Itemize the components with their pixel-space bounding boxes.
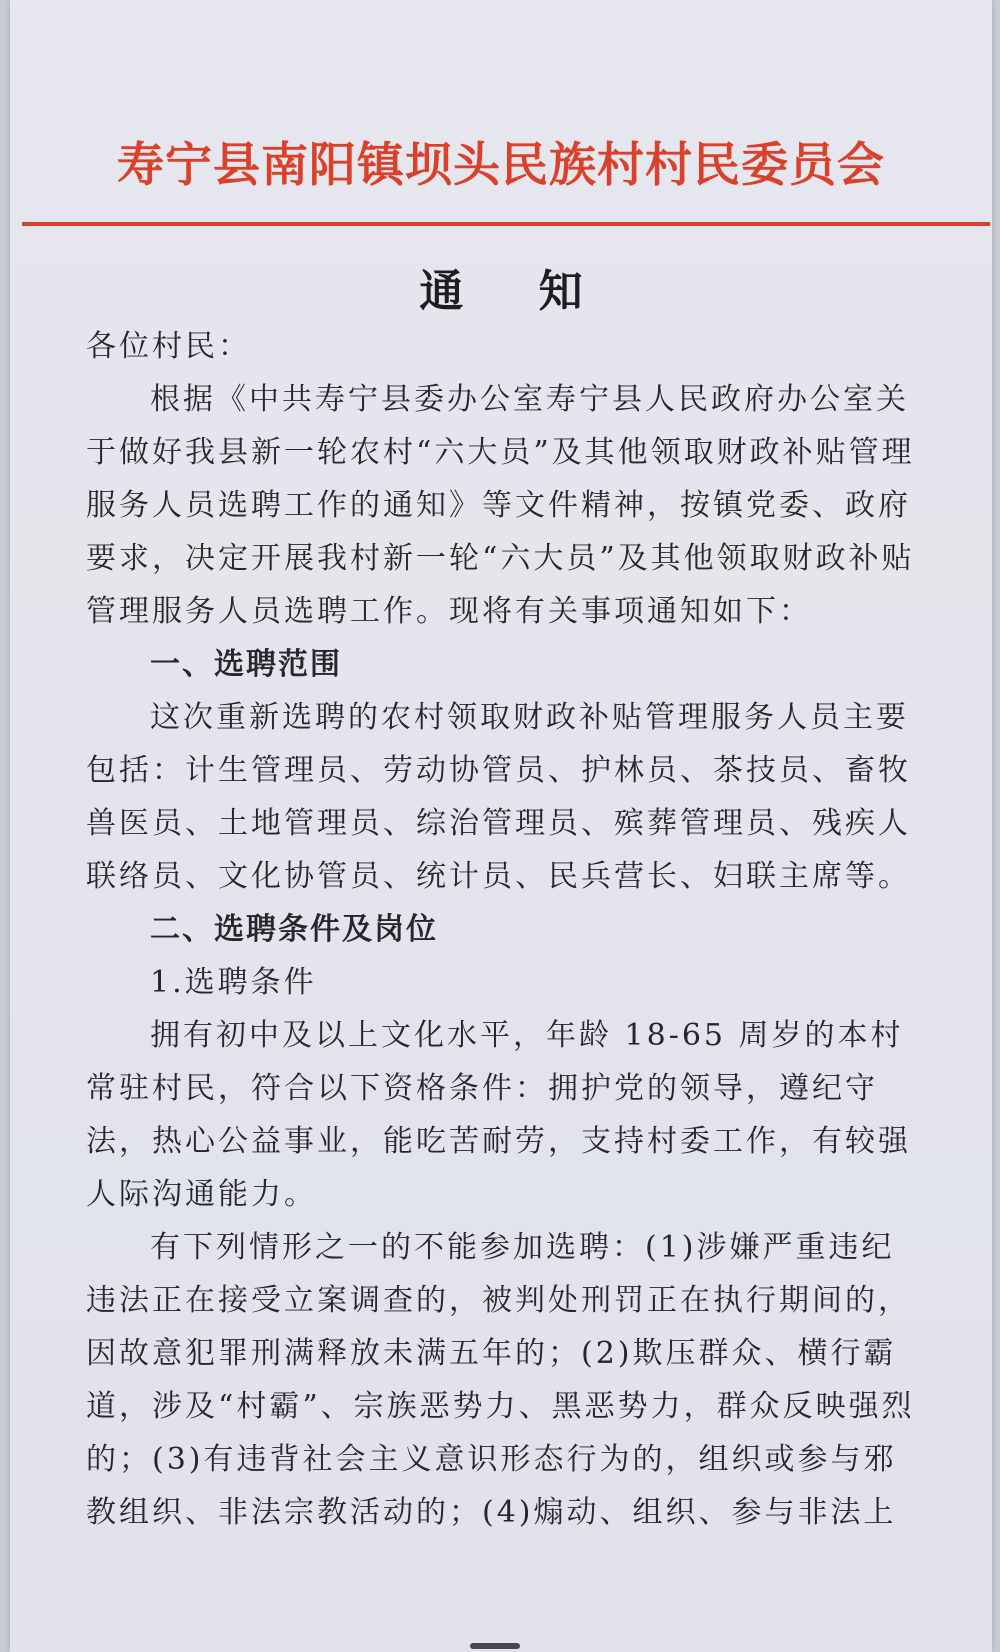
section-heading-conditions: 二、选聘条件及岗位 [150,912,438,947]
conditions-paragraph: 拥有初中及以上文化水平，年龄 18-65 周岁的本村常驻村民，符合以下资格条件：拥护党的领导，遵纪守法，热心公益事业，能吃苦耐劳，支持村委工作，有较强人际沟通能力。 [86,1018,911,1212]
document-page [10,0,992,1652]
intro-paragraph: 根据《中共寿宁县委办公室寿宁县人民政府办公室关于做好我县新一轮农村“六大员”及其他领取财政补贴管理服务人员选聘工作的通知》等文件精神，按镇党委、政府要求，决定开展我村新一轮“六大员”及其他领取财政补贴管理服务人员选聘工作。现将有关事项通知如下： [86,382,915,629]
notice-title: 通 知 [419,266,613,317]
salutation: 各位村民： [86,329,251,364]
document-body [86,320,926,1539]
subheading-conditions: 1.选聘条件 [150,965,317,1000]
red-header-rule [22,222,990,226]
binder-clip-mark [470,1643,520,1649]
section-heading-scope: 一、选聘范围 [150,647,342,682]
issuing-organization-header: 寿宁县南阳镇坝头民族村村民委员会 [117,138,885,193]
scope-paragraph: 这次重新选聘的农村领取财政补贴管理服务人员主要包括：计生管理员、劳动协管员、护林员、茶技员、畜牧兽医员、土地管理员、综治管理员、殡葬管理员、残疾人联络员、文化协管员、统计员、民兵营长、妇联主席等。 [86,700,911,894]
exclusions-paragraph: 有下列情形之一的不能参加选聘：(1)涉嫌严重违纪违法正在接受立案调查的，被判处刑罚正在执行期间的，因故意犯罪刑满释放未满五年的；(2)欺压群众、横行霸道，涉及“村霸”、宗族恶势力、黑恶势力，群众反映强烈的；(3)有违背社会主义意识形态行为的，组织或参与邪教组织、非法宗教活动的；(4)煽动、组织、参与非法上 [86,1230,915,1530]
